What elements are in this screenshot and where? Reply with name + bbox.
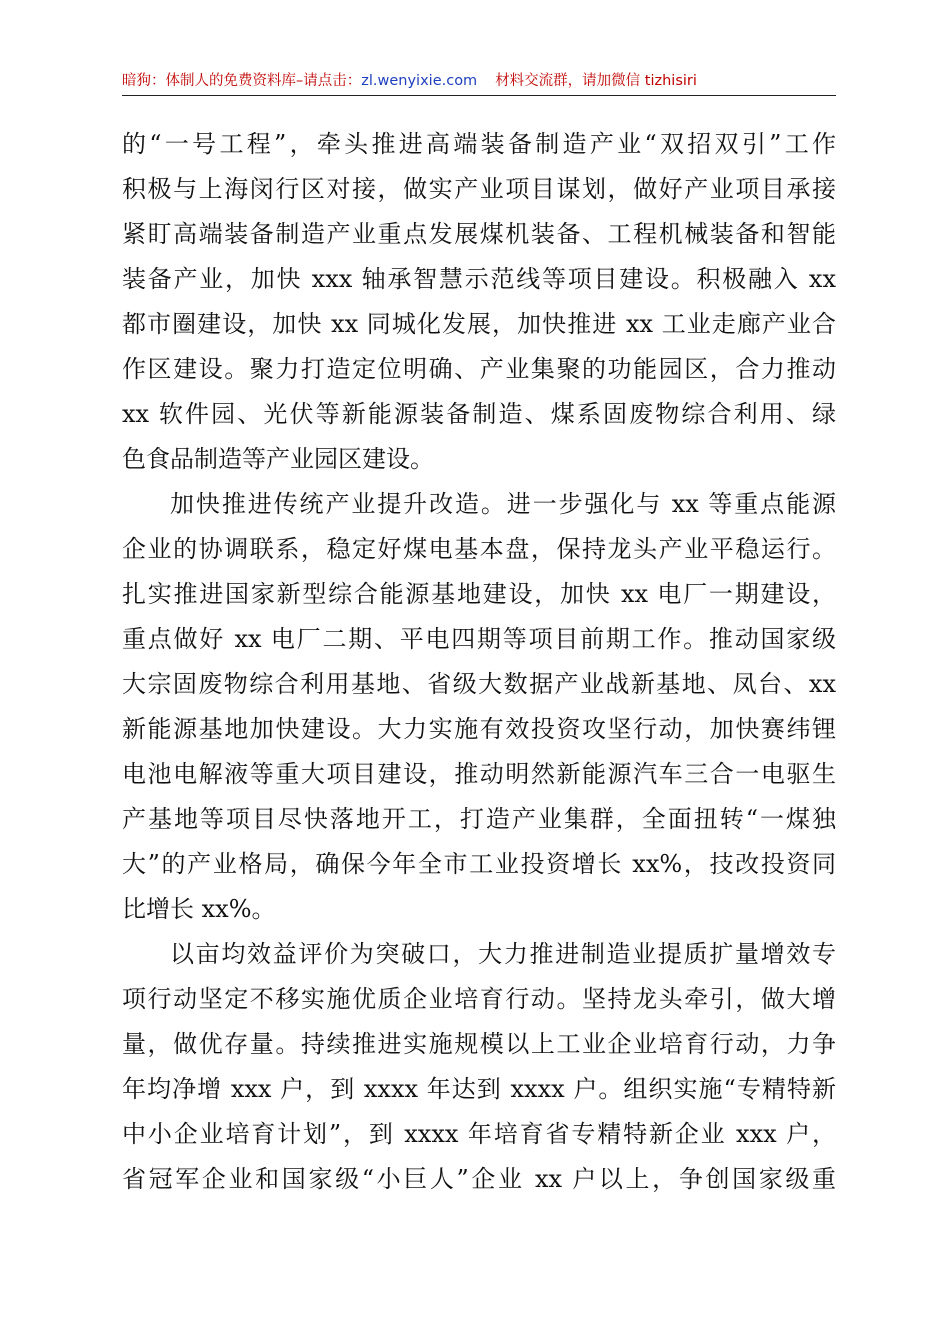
header-divider [122, 95, 836, 96]
paragraph-line: 企业的协调联系，稳定好煤电基本盘，保持龙头产业平稳运行。 [122, 535, 836, 563]
page-header [122, 68, 836, 94]
header-promo-text: 暗狗：体制人的免费资料库 [122, 73, 296, 89]
paragraph-line: 紧盯高端装备制造产业重点发展煤机装备、工程机械装备和智能 [122, 220, 836, 248]
document-body [122, 122, 836, 1202]
paragraph-line: 电池电解液等重大项目建设，推动明然新能源汽车三合一电驱生 [122, 760, 836, 788]
paragraph-1 [122, 122, 836, 482]
paragraph-line: 新能源基地加快建设。大力实施有效投资攻坚行动，加快赛纬锂 [122, 715, 836, 743]
paragraph-line: 大宗固废物综合利用基地、省级大数据产业战新基地、凤台、xx [122, 670, 836, 698]
paragraph-line: 项行动坚定不移实施优质企业培育行动。坚持龙头牵引，做大增 [122, 985, 836, 1013]
paragraph-2 [122, 482, 836, 932]
header-click-hint: –请点击： [296, 73, 362, 89]
paragraph-line: 比增长 xx%。 [122, 895, 276, 923]
paragraph-line: 量，做优存量。持续推进实施规模以上工业企业培育行动，力争 [122, 1030, 836, 1058]
header-url-link[interactable]: zl.wenyixie.com [361, 73, 478, 89]
paragraph-line: 作区建设。聚力打造定位明确、产业集聚的功能园区，合力推动 [122, 355, 836, 383]
paragraph-line: 省冠军企业和国家级“小巨人”企业 xx 户以上，争创国家级重 [122, 1165, 836, 1193]
paragraph-line: 中小企业培育计划”，到 xxxx 年培育省专精特新企业 xxx 户， [122, 1120, 836, 1148]
header-contact-text: 材料交流群，请加微信 tizhisiri [495, 73, 697, 89]
paragraph-line: xx 软件园、光伏等新能源装备制造、煤系固废物综合利用、绿 [122, 400, 836, 428]
paragraph-3 [122, 932, 836, 1202]
paragraph-line: 的“一号工程”，牵头推进高端装备制造产业“双招双引”工作 [122, 130, 836, 158]
paragraph-line: 积极与上海闵行区对接，做实产业项目谋划，做好产业项目承接 [122, 175, 836, 203]
paragraph-line: 扎实推进国家新型综合能源基地建设，加快 xx 电厂一期建设， [122, 580, 836, 608]
paragraph-line: 色食品制造等产业园区建设。 [122, 445, 434, 473]
paragraph-line: 重点做好 xx 电厂二期、平电四期等项目前期工作。推动国家级 [122, 625, 836, 653]
paragraph-line: 产基地等项目尽快落地开工，打造产业集群，全面扭转“一煤独 [122, 805, 836, 833]
paragraph-line: 年均净增 xxx 户，到 xxxx 年达到 xxxx 户。组织实施“专精特新 [122, 1075, 836, 1103]
paragraph-line: 装备产业，加快 xxx 轴承智慧示范线等项目建设。积极融入 xx [122, 265, 836, 293]
paragraph-line: 以亩均效益评价为突破口，大力推进制造业提质扩量增效专 [170, 940, 836, 968]
paragraph-line: 加快推进传统产业提升改造。进一步强化与 xx 等重点能源 [170, 490, 836, 518]
paragraph-line: 大”的产业格局，确保今年全市工业投资增长 xx%，技改投资同 [122, 850, 836, 878]
paragraph-line: 都市圈建设，加快 xx 同城化发展，加快推进 xx 工业走廊产业合 [122, 310, 836, 338]
